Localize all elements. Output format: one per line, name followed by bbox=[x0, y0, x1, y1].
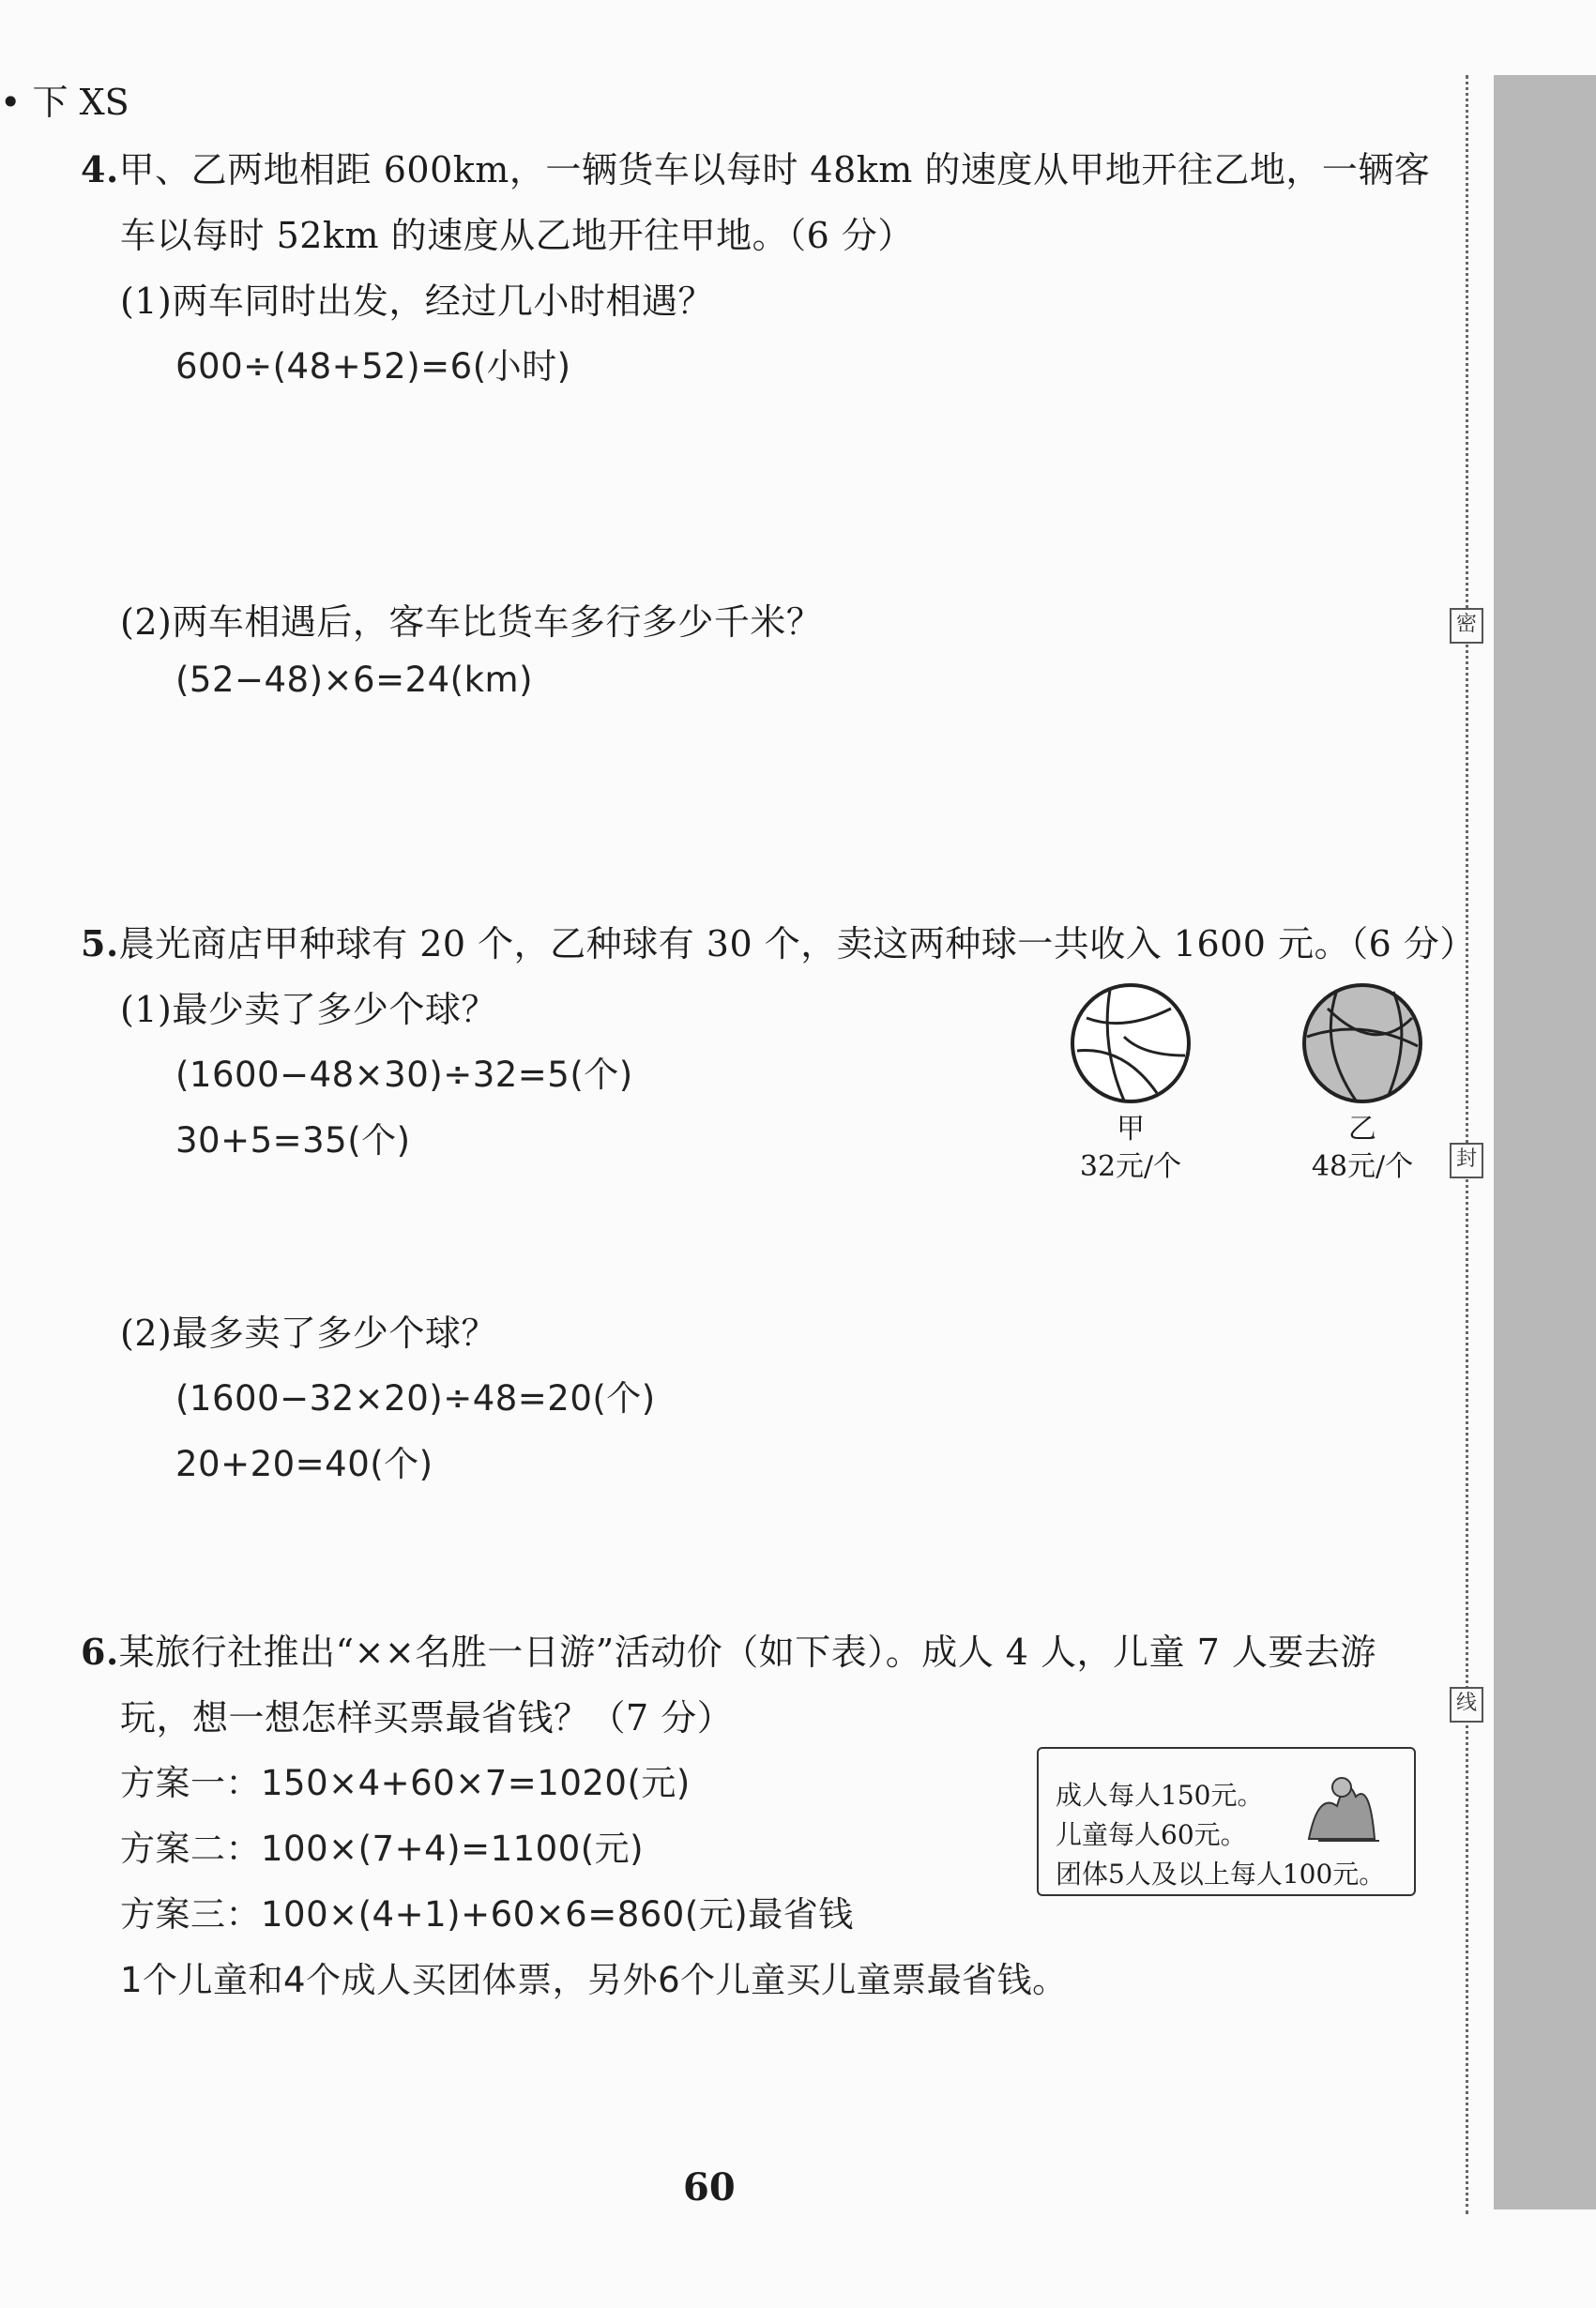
q4-number: 4. bbox=[81, 148, 119, 190]
q5-part1-answer-1: (1600−48×30)÷32=5(个) bbox=[175, 1055, 633, 1095]
q5-part2-answer-1: (1600−32×20)÷48=20(个) bbox=[175, 1378, 656, 1419]
ball-b-name: 乙 bbox=[1348, 1113, 1376, 1146]
q4-text-line1: 甲、乙两地相距 600km，一辆货车以每时 48km 的速度从甲地开往乙地，一辆客 bbox=[118, 149, 1431, 190]
page-number: 60 bbox=[683, 2165, 736, 2209]
margin-strip bbox=[1494, 75, 1596, 2209]
q6-text-line2: 玩，想一想怎样买票最省钱？（7 分） bbox=[120, 1697, 734, 1739]
q4-text-line2: 车以每时 52km 的速度从乙地开往甲地。（6 分） bbox=[120, 215, 914, 256]
price-table-box bbox=[1037, 1747, 1416, 1896]
q4-part1-answer: 600÷(48+52)=6(小时) bbox=[175, 346, 571, 387]
q6-line1 bbox=[81, 1623, 1376, 1675]
q6-scheme-2: 方案二：100×(7+4)=1100(元) bbox=[120, 1829, 645, 1869]
q6-conclusion: 1个儿童和4个成人买团体票，另外6个儿童买儿童票最省钱。 bbox=[120, 1960, 1068, 2000]
q5-number: 5. bbox=[81, 922, 119, 964]
ball-b-price: 48元/个 bbox=[1311, 1150, 1414, 1183]
price-adult: 成人每人150元。 bbox=[1056, 1780, 1264, 1811]
q5-part1-answer-2: 30+5=35(个) bbox=[175, 1120, 411, 1161]
q4-part2-answer: (52−48)×6=24(km) bbox=[175, 660, 533, 700]
seal-mark-3: 线 bbox=[1450, 1687, 1483, 1723]
scenery-illustration-icon bbox=[1300, 1754, 1386, 1848]
ball-a-price: 32元/个 bbox=[1079, 1150, 1182, 1183]
page-header: • 下 XS bbox=[0, 82, 129, 123]
seal-mark-1: 密 bbox=[1450, 608, 1483, 644]
q6-text-line1: 某旅行社推出“××名胜一日游”活动价（如下表）。成人 4 人，儿童 7 人要去游 bbox=[118, 1632, 1376, 1673]
ball-a-name: 甲 bbox=[1117, 1113, 1145, 1146]
q4-part2-prompt: (2)两车相遇后，客车比货车多行多少千米？ bbox=[120, 601, 823, 643]
q5-text-line1: 晨光商店甲种球有 20 个，乙种球有 30 个，卖这两种球一共收入 1600 元。（6 分） bbox=[118, 923, 1476, 964]
q6-scheme-1: 方案一：150×4+60×7=1020(元) bbox=[120, 1763, 691, 1803]
volleyball-icon bbox=[1068, 980, 1193, 1106]
q5-part1-prompt: (1)最少卖了多少个球？ bbox=[120, 989, 497, 1030]
price-child: 儿童每人60元。 bbox=[1056, 1819, 1247, 1850]
price-group: 团体5人及以上每人100元。 bbox=[1056, 1859, 1386, 1890]
seal-mark-2: 封 bbox=[1450, 1143, 1483, 1178]
q4-line1 bbox=[81, 141, 1430, 192]
q5-part2-answer-2: 20+20=40(个) bbox=[175, 1444, 433, 1484]
q5-line1 bbox=[81, 915, 1476, 966]
basketball-icon bbox=[1300, 980, 1425, 1106]
q5-part2-prompt: (2)最多卖了多少个球？ bbox=[120, 1313, 497, 1354]
q4-part1-prompt: (1)两车同时出发，经过几小时相遇？ bbox=[120, 281, 714, 322]
q6-number: 6. bbox=[81, 1631, 119, 1673]
q6-scheme-3: 方案三：100×(4+1)+60×6=860(元)最省钱 bbox=[120, 1894, 854, 1935]
